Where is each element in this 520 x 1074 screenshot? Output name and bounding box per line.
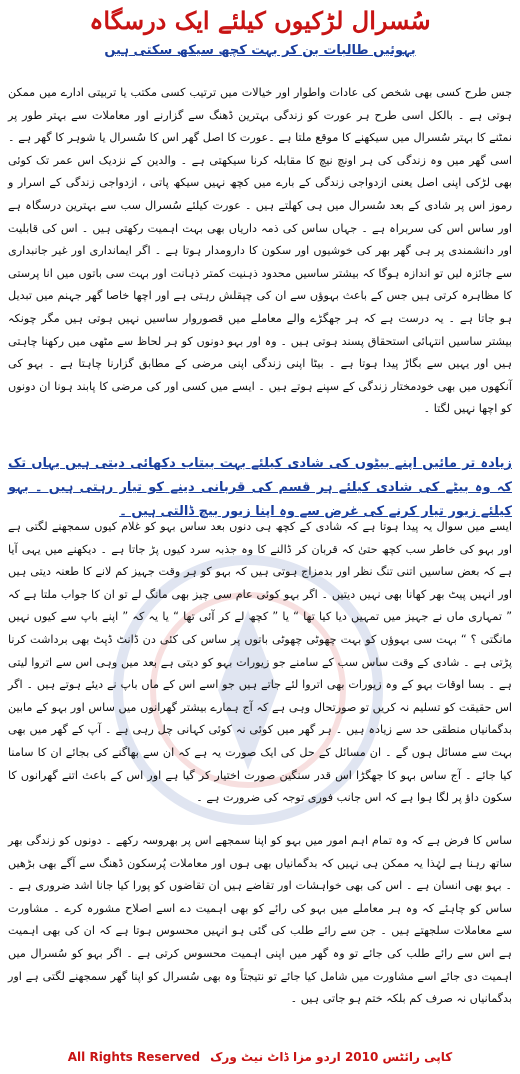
highlight-paragraph: زیادہ تر مائیں اپنے بیٹوں کی شادی کیلئے بہت بیتاب دکھائی دیتی ہیں یہاں تک کہ وہ بیٹے کی شادی کیلئے ہر قسم کی قربانی دینے کو تیار رہتی ہیں ۔ بہو کیلئے زیور تیار کرنے کی غرض سے وہ اپنا زیور بیچ ڈالتی ہیں ۔ — [8, 456, 512, 519]
footer — [8, 1046, 512, 1068]
page-title: سُسرال لڑکیوں کیلئے ایک درسگاہ — [89, 6, 431, 35]
copyright-text: کاپی رائٹس 2010 اردو مزا ڈاٹ نیٹ ورک — [210, 1050, 453, 1064]
page-subtitle: بہوئیں طالبات بن کر بہت کچھ سیکھ سکتی ہیں — [104, 43, 416, 58]
article-paragraph-1: جس طرح کسی بھی شخص کی عادات واطوار اور خیالات میں ترتیب کسی مکتب یا تربیتی ادارے میں ممکن ہوتی ہے ۔ بالکل اسی طرح ہر عورت کو زندگی بہترین ڈھنگ سے گزارنے اور معاملات سے بہتر طور پر نمٹنے کا بہتر سُسرال میں سیکھنے کا موقع ملتا ہے ۔عورت کا اصل گھر اس کا سُسرال یا شوہر کا گھر ہے ۔ اسی گھر میں وہ زندگی کی ہر اونچ نیچ کا مقابلہ کرنا سیکھتی ہے ۔ والدین کے نزدیک اس عمر تک کوئی بھی لڑکی اپنی اصل یعنی ازدواجی زندگی کے بارے میں کچھ نہیں سیکھ پاتی ، ازدواجی زندگی کے اسرار و رموز اس پر شادی کے بعد سُسرال میں ہی کھلتے ہیں ۔ عورت کیلئے سُسرال سب سے بہترین درسگاہ ہے اور ساس اس کی سربراہ ہے ۔ جہاں ساس کی ذمہ داریاں بھی بہت اہمیت رکھتی ہیں ۔ اس کی قابلیت اور دانشمندی پر ہی گھر بھر کی خوشیوں اور سکون کا دارومدار ہوتا ہے ۔ اگر ایمانداری اور غیر جانبداری سے جائزہ لیں تو اندازہ ہوگا کہ بیشتر ساسیں محدود ذہنیت کمتر ذہانت اور بہت سی باتوں میں انا پرستی کا مظاہرہ کرتی ہیں جس کے باعث بہوؤں سے ان کی چپقلش رہتی ہے اور اچھا خاصا گھر جہنم میں تبدیل ہو جاتا ہے ۔ یہ درست ہے کہ ہر جھگڑے والے معاملے میں قصوروار ساسیں نہیں ہوتی ہیں مگر چونکہ بیشتر ساسیں انتہائی استحقاق پسند ہوتی ہیں ۔ وہ اور بہو دونوں کو ہر لحاظ سے مٹھی میں رکھنا چاہتی ہیں اور یہیں سے بگاڑ پیدا ہوتا ہے ۔ بیٹا اپنی زندگی اپنی مرضی کے مطابق گزارنا چاہتا ہے ۔ بہو کی آنکھوں میں بھی خودمختار زندگی کے سپنے ہوتے ہیں ۔ ایسے میں کسی اور کی مرضی کا پابند ہونا ان دونوں کو اچھا نہیں لگتا ۔ — [8, 86, 512, 416]
rights-text: All Rights Reserved — [67, 1050, 201, 1064]
article-page — [8, 0, 512, 1074]
article-paragraph-3: ساس کا فرض ہے کہ وہ تمام اہم امور میں بہو کو اپنا سمجھے اس پر بھروسہ رکھے ۔ دونوں کو زندگی بھر ساتھ رہنا ہے لہٰذا یہ ممکن ہی نہیں کہ بدگمانیاں بھی ہوں اور معاملات پُرسکون ڈھنگ سے آگے بھی بڑھیں ۔ بہو بھی انسان ہے ۔ اس کی بھی خواہشات اور تقاضے ہیں ان تقاضوں کو پورا کیا جانا اشد ضروری ہے ۔ ساس کو چاہئے کہ وہ ہر معاملے میں بہو کی رائے کو بھی اہمیت دے اسے اصلاح مشورہ کرے ۔ مشاورت سے معاملات سلجھتے ہیں ۔ جن سے رائے طلب کی گئی ہو انہیں محسوس ہوتا ہے کہ ان کی بھی اہمیت ہے اس سے رائے طلب کی جائے تو وہ گھر میں اپنی اہمیت محسوس کرتی ہے ۔ اگر بہو کو سُسرال میں اہمیت دی جائے اسے مشاورت میں شامل کیا جائے تو نتیجتاً وہ بھی سُسرال کو اپنا گھر سمجھنے لگتی ہے اور بدگمانیاں نہ صرف کم بلکہ ختم ہو جاتی ہیں ۔ — [8, 834, 512, 1006]
article-paragraph-2: ایسے میں سوال یہ پیدا ہوتا ہے کہ شادی کے کچھ ہی دنوں بعد ساس بہو کو غلام کیوں سمجھنے لگتی ہے اور بہو کی خاطر سب کچھ حتیٰ کہ قربان کر ڈالنے کا وہ جذبہ سرد کیوں پڑ جاتا ہے ۔ دیکھنے میں یہی آیا ہے کہ بعض ساسیں اتنی تنگ نظر اور بدمزاج ہوتی ہیں کہ بہو کو ہر وقت جہیز کم لانے کا طعنہ دیتی ہیں اور انہیں پیٹ بھر کھانا بھی نہیں دیتیں ۔ اگر بہو کوئی عام سی چیز بھی مانگ لے تو ان کا جواب ملتا ہے کہ ” تمہاری ماں نے جہیز میں تمہیں دیا کیا تھا “ یا ” کچھ لے کر آئی تھا “ یا یہ کہ ” اپنے باپ سے کیوں نہیں مانگتی ؟ “ بہت سی بہوؤں کو بہت چھوٹی چھوٹی باتوں پر ساس کی کئی دن ڈانٹ ڈپٹ بھی برداشت کرنا پڑتی ہے ۔ شادی کے وقت ساس سب کے سامنے جو زیورات بہو کو دیتی ہے بعد میں وہی اس سے اتروا لیتی ہے ۔ بسا اوقات بہو کے وہ زیورات بھی اتروا لئے جاتے ہیں جو اسے اس کے ماں باپ نے دیئے ہوتے ہیں ۔ اگر اس حقیقت کو تسلیم نہ کریں تو صورتحال وہی ہے کہ آج ہمارے بیشتر گھرانوں میں ساس اور بہو کے مابین بدگمانیاں منطقی حد سے زیادہ ہیں ۔ ہر گھر میں کوئی نہ کوئی کہانی چل رہی ہے ۔ آپ کے گھر میں بھی بہت سے مسائل ہوں گے ۔ ان مسائل کے حل کی ایک صورت یہ ہے کہ ان سے بھاگنے کی بجائے ان کا سامنا کیا جائے ۔ آج ساس بہو کا جھگڑا اس قدر سنگین صورت اختیار کر گیا ہے اور اس کے باعث اتنے گھرانوں کا سکون داؤ پر لگا ہوا ہے کہ اس جانب فوری توجہ کی ضرورت ہے ۔ — [8, 520, 512, 805]
